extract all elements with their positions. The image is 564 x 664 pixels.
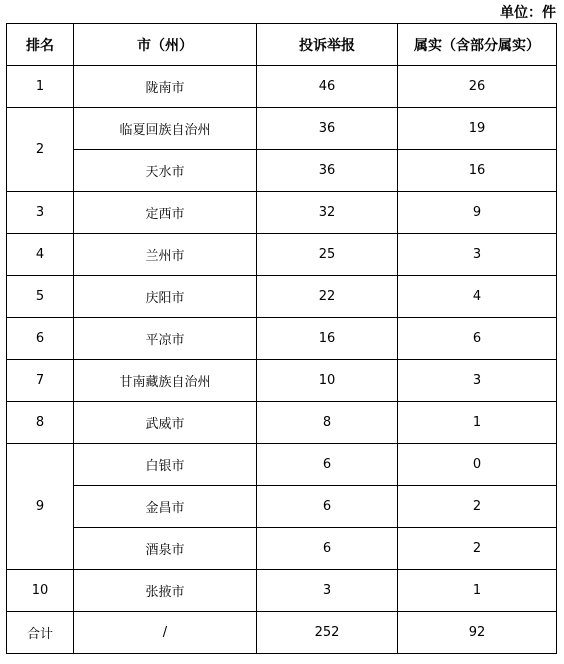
rank-cell: 5	[7, 276, 74, 318]
city-cell: 天水市	[74, 150, 257, 192]
header-rank: 排名	[7, 24, 74, 66]
rank-cell: 6	[7, 318, 74, 360]
complaints-cell: 36	[257, 150, 398, 192]
verified-cell: 4	[398, 276, 557, 318]
table-row	[7, 570, 557, 612]
header-complaints: 投诉举报	[257, 24, 398, 66]
complaints-cell: 22	[257, 276, 398, 318]
rank-cell: 1	[7, 66, 74, 108]
rank-cell: 7	[7, 360, 74, 402]
city-cell: 临夏回族自治州	[74, 108, 257, 150]
complaints-cell: 6	[257, 486, 398, 528]
table-row	[7, 360, 557, 402]
verified-cell: 1	[398, 570, 557, 612]
table-row	[7, 402, 557, 444]
rank-cell: 9	[7, 444, 74, 570]
complaints-cell: 10	[257, 360, 398, 402]
table-header-row	[7, 24, 557, 66]
rank-cell: 3	[7, 192, 74, 234]
complaints-cell: 36	[257, 108, 398, 150]
total-city-cell: /	[74, 612, 257, 654]
verified-cell: 2	[398, 528, 557, 570]
verified-cell: 2	[398, 486, 557, 528]
table-row	[7, 66, 557, 108]
city-cell: 酒泉市	[74, 528, 257, 570]
table-row	[7, 486, 557, 528]
complaints-cell: 8	[257, 402, 398, 444]
city-cell: 定西市	[74, 192, 257, 234]
total-label: 合计	[7, 612, 74, 654]
table-row	[7, 528, 557, 570]
city-cell: 张掖市	[74, 570, 257, 612]
verified-cell: 26	[398, 66, 557, 108]
total-complaints-cell: 252	[257, 612, 398, 654]
complaints-cell: 6	[257, 444, 398, 486]
verified-cell: 3	[398, 360, 557, 402]
table-row	[7, 234, 557, 276]
verified-cell: 3	[398, 234, 557, 276]
complaints-cell: 32	[257, 192, 398, 234]
verified-cell: 16	[398, 150, 557, 192]
total-verified-cell: 92	[398, 612, 557, 654]
complaints-cell: 6	[257, 528, 398, 570]
complaints-cell: 16	[257, 318, 398, 360]
city-cell: 平凉市	[74, 318, 257, 360]
verified-cell: 1	[398, 402, 557, 444]
complaints-cell: 46	[257, 66, 398, 108]
table-row	[7, 444, 557, 486]
table-row	[7, 276, 557, 318]
unit-label: 单位：件	[500, 5, 556, 21]
table-row	[7, 150, 557, 192]
city-cell: 陇南市	[74, 66, 257, 108]
verified-cell: 0	[398, 444, 557, 486]
verified-cell: 9	[398, 192, 557, 234]
header-city: 市（州）	[74, 24, 257, 66]
complaint-ranking-table	[6, 23, 557, 654]
rank-cell: 2	[7, 108, 74, 192]
complaints-cell: 25	[257, 234, 398, 276]
city-cell: 武威市	[74, 402, 257, 444]
table-row	[7, 108, 557, 150]
rank-cell: 8	[7, 402, 74, 444]
rank-cell: 4	[7, 234, 74, 276]
verified-cell: 19	[398, 108, 557, 150]
total-row	[7, 612, 557, 654]
city-cell: 庆阳市	[74, 276, 257, 318]
table-row	[7, 192, 557, 234]
complaints-cell: 3	[257, 570, 398, 612]
city-cell: 甘南藏族自治州	[74, 360, 257, 402]
verified-cell: 6	[398, 318, 557, 360]
city-cell: 白银市	[74, 444, 257, 486]
header-verified: 属实（含部分属实）	[398, 24, 557, 66]
table-row	[7, 318, 557, 360]
rank-cell: 10	[7, 570, 74, 612]
city-cell: 金昌市	[74, 486, 257, 528]
city-cell: 兰州市	[74, 234, 257, 276]
